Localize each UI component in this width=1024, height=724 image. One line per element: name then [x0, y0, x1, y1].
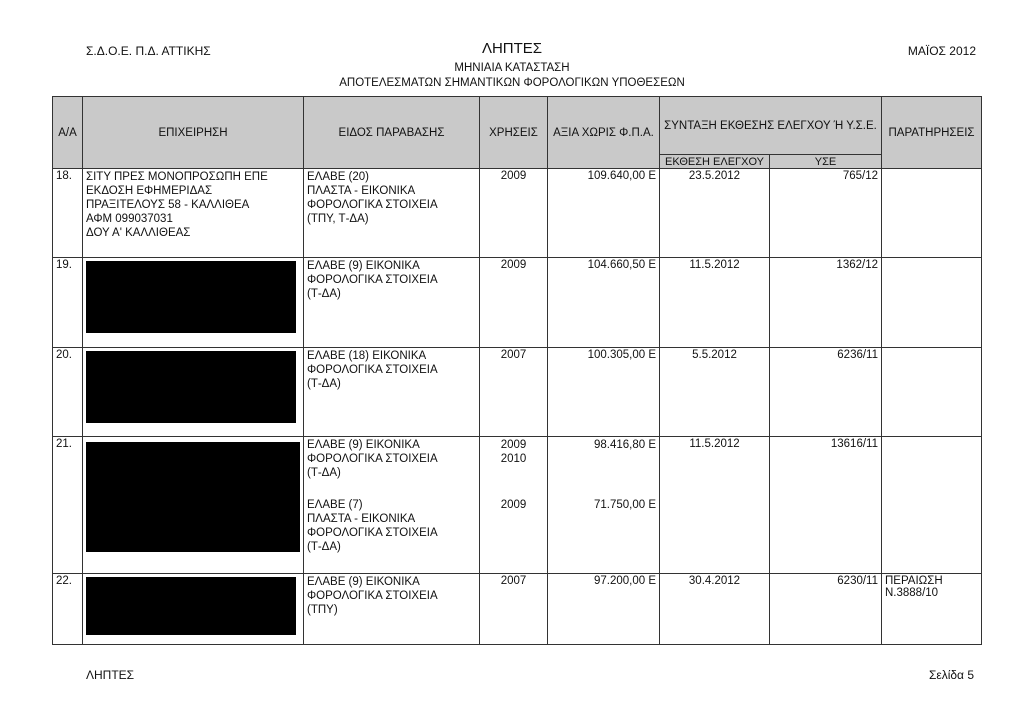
- violation-line: ΕΛΑΒΕ (20): [307, 171, 370, 183]
- years-cell: 2009: [480, 169, 548, 258]
- value-line: 98.416,80 Ε: [593, 439, 656, 451]
- report-date-cell: 11.5.2012: [660, 437, 770, 574]
- col-header-notes: ΠΑΡΑΤΗΡΗΣΕΙΣ: [882, 97, 982, 169]
- yse-cell: 6230/11: [770, 574, 882, 645]
- value-line: 71.750,00 Ε: [593, 499, 656, 511]
- row-number: 20.: [53, 348, 83, 437]
- document-subtitle-2: ΑΠΟΤΕΛΕΣΜΑΤΩΝ ΣΗΜΑΝΤΙΚΩΝ ΦΟΡΟΛΟΓΙΚΩΝ ΥΠΟΘΕΣΕΩΝ: [339, 77, 685, 89]
- year-line: 2010: [500, 453, 527, 465]
- col-header-report-date: ΕΚΘΕΣΗ ΕΛΕΓΧΟΥ: [660, 155, 770, 169]
- violation-line: ΕΛΑΒΕ (9) ΕΙΚΟΝΙΚΑ: [307, 260, 420, 272]
- violation-line: ΕΛΑΒΕ (7): [307, 499, 363, 511]
- footer-label: ΛΗΠΤΕΣ: [86, 668, 135, 682]
- col-header-yse: ΥΣΕ: [770, 155, 882, 169]
- violation-line: ΦΟΡΟΛΟΓΙΚΑ ΣΤΟΙΧΕΙΑ: [307, 364, 438, 376]
- notes-cell: [882, 169, 982, 258]
- redaction-block: [86, 261, 296, 333]
- col-header-aa: Α/Α: [53, 97, 83, 169]
- col-header-violation: ΕΙΔΟΣ ΠΑΡΑΒΑΣΗΣ: [304, 97, 480, 169]
- business-line: ΕΚΔΟΣΗ ΕΦΗΜΕΡΙΔΑΣ: [86, 185, 213, 197]
- value-cell: 100.305,00 Ε: [548, 348, 660, 437]
- violation-line: (Τ-ΔΑ): [307, 467, 341, 479]
- notes-cell: ΠΕΡΑΙΩΣΗ Ν.3888/10: [882, 574, 982, 645]
- report-date-cell: 5.5.2012: [660, 348, 770, 437]
- yse-cell: 6236/11: [770, 348, 882, 437]
- document-subtitle-1: ΜΗΝΙΑΙΑ ΚΑΤΑΣΤΑΣΗ: [454, 62, 570, 74]
- violation-cell: [304, 169, 480, 258]
- col-header-value: ΑΞΙΑ ΧΩΡΙΣ Φ.Π.Α.: [548, 97, 660, 169]
- notes-cell: [882, 258, 982, 348]
- value-cell: [548, 437, 660, 574]
- col-header-years: ΧΡΗΣΕΙΣ: [480, 97, 548, 169]
- table-row: [53, 437, 982, 574]
- business-line: ΣΙΤΥ ΠΡΕΣ ΜΟΝΟΠΡΟΣΩΠΗ ΕΠΕ: [86, 171, 268, 183]
- violation-line: (ΤΠΥ): [307, 604, 338, 616]
- business-cell: [83, 348, 304, 437]
- table-row: [53, 348, 982, 437]
- table-row: [53, 574, 982, 645]
- business-cell: [83, 574, 304, 645]
- violation-line: ΦΟΡΟΛΟΓΙΚΑ ΣΤΟΙΧΕΙΑ: [307, 274, 438, 286]
- violation-line: ΦΟΡΟΛΟΓΙΚΑ ΣΤΟΙΧΕΙΑ: [307, 590, 438, 602]
- violation-line: ΠΛΑΣΤΑ - ΕΙΚΟΝΙΚΑ: [307, 513, 416, 525]
- violation-cell: [304, 348, 480, 437]
- year-line: 2009: [500, 499, 527, 511]
- violation-line: ΦΟΡΟΛΟΓΙΚΑ ΣΤΟΙΧΕΙΑ: [307, 527, 438, 539]
- report-date-cell: 23.5.2012: [660, 169, 770, 258]
- yse-cell: 13616/11: [770, 437, 882, 574]
- business-cell: [83, 169, 304, 258]
- business-cell: [83, 258, 304, 348]
- report-date-cell: 11.5.2012: [660, 258, 770, 348]
- business-line: ΑΦΜ 099037031: [86, 213, 173, 225]
- col-header-business: ΕΠΙΧΕΙΡΗΣΗ: [83, 97, 304, 169]
- business-line: ΠΡΑΞΙΤΕΛΟΥΣ 58 - ΚΑΛΛΙΘΕΑ: [86, 199, 250, 211]
- yse-cell: 1362/12: [770, 258, 882, 348]
- value-cell: 97.200,00 Ε: [548, 574, 660, 645]
- years-cell: [480, 437, 548, 574]
- violation-line: ΦΟΡΟΛΟΓΙΚΑ ΣΤΟΙΧΕΙΑ: [307, 453, 438, 465]
- violation-line: ΦΟΡΟΛΟΓΙΚΑ ΣΤΟΙΧΕΙΑ: [307, 199, 438, 211]
- row-number: 19.: [53, 258, 83, 348]
- page-number: Σελίδα 5: [928, 668, 974, 682]
- years-cell: 2007: [480, 574, 548, 645]
- row-number: 18.: [53, 169, 83, 258]
- row-number: 21.: [53, 437, 83, 574]
- violation-line: ΕΛΑΒΕ (9) ΕΙΚΟΝΙΚΑ: [307, 576, 420, 588]
- notes-cell: [882, 437, 982, 574]
- violation-line: (Τ-ΔΑ): [307, 541, 341, 553]
- header-agency: Σ.Δ.Ο.Ε. Π.Δ. ΑΤΤΙΚΗΣ: [86, 44, 211, 58]
- header-row: [53, 97, 982, 155]
- redaction-block: [86, 351, 296, 423]
- violation-cell: [304, 258, 480, 348]
- business-cell: [83, 437, 304, 574]
- yse-cell: 765/12: [770, 169, 882, 258]
- redaction-block: [86, 577, 296, 635]
- violation-cell: [304, 574, 480, 645]
- violation-line: ΠΛΑΣΤΑ - ΕΙΚΟΝΙΚΑ: [307, 185, 416, 197]
- violation-line: (Τ-ΔΑ): [307, 288, 341, 300]
- violation-cell: [304, 437, 480, 574]
- violation-line: (ΤΠΥ, Τ-ΔΑ): [307, 213, 369, 225]
- year-line: 2009: [500, 439, 527, 451]
- violation-line: (Τ-ΔΑ): [307, 378, 341, 390]
- report-date-cell: 30.4.2012: [660, 574, 770, 645]
- row-number: 22.: [53, 574, 83, 645]
- business-line: ΔΟΥ Α' ΚΑΛΛΙΘΕΑΣ: [86, 227, 191, 239]
- table-row: [53, 169, 982, 258]
- value-cell: 109.640,00 Ε: [548, 169, 660, 258]
- document-title: ΛΗΠΤΕΣ: [481, 40, 543, 57]
- violation-line: ΕΛΑΒΕ (9) ΕΙΚΟΝΙΚΑ: [307, 439, 420, 451]
- years-cell: 2007: [480, 348, 548, 437]
- redaction-block: [86, 442, 300, 552]
- value-cell: 104.660,50 Ε: [548, 258, 660, 348]
- notes-cell: [882, 348, 982, 437]
- table-row: [53, 258, 982, 348]
- violation-line: ΕΛΑΒΕ (18) ΕΙΚΟΝΙΚΑ: [307, 350, 427, 362]
- years-cell: 2009: [480, 258, 548, 348]
- results-table: [52, 96, 982, 645]
- header-date: ΜΑΪΟΣ 2012: [907, 44, 976, 58]
- col-header-report: ΣΥΝΤΑΞΗ ΕΚΘΕΣΗΣ ΕΛΕΓΧΟΥ Ή Υ.Σ.Ε.: [660, 97, 882, 155]
